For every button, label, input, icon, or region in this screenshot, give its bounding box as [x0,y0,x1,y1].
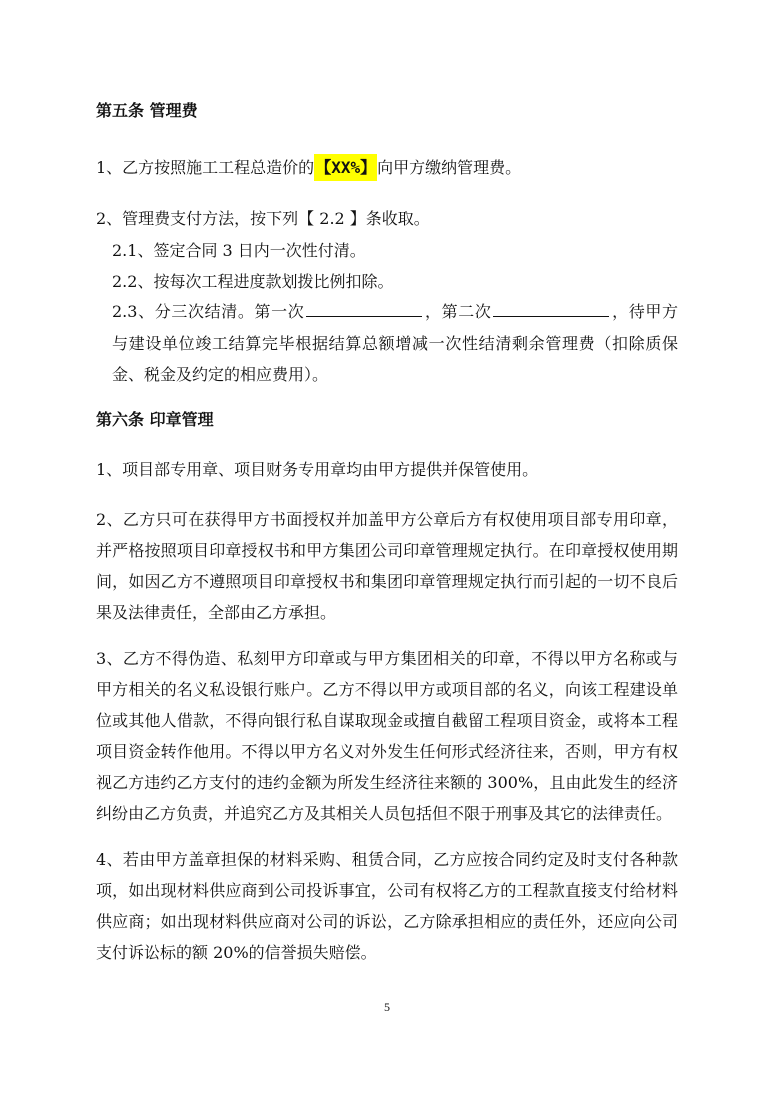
subclause-2-3-part1: 2.3、分三次结清。第一次 [112,302,305,321]
article-6-clause-3: 3、乙方不得伪造、私刻甲方印章或与甲方集团相关的印章，不得以甲方名称或与甲方相关的名义私设银行账户。乙方不得以甲方或项目部的名义，向该工程建设单位或其他人借款，不得向银行私自谋取现金或擅自截留工程项目资金，或将本工程项目资金转作他用。不得以甲方名义对外发生任何形式经济往来，否则，甲方有权视乙方违约乙方支付的违约金额为所发生经济往来额的 300%，且由此发生的经济纠纷由乙方负责，并追究乙方及其相关人员包括但不限于刑事及其它的法律责任。 [96,649,678,823]
article-6-clause-4: 4、若由甲方盖章担保的材料采购、租赁合同，乙方应按合同约定及时支付各种款项，如出现材料供应商到公司投诉事宜，公司有权将乙方的工程款直接支付给材料供应商；如出现材料供应商对公司的诉讼，乙方除承担相应的责任外，还应向公司支付诉讼标的额 20%的信誉损失赔偿。 [96,850,678,962]
article-6-clause-1: 1、项目部专用章、项目财务专用章均由甲方提供并保管使用。 [96,460,539,479]
article-5-clause-2: 2、管理费支付方法，按下列【 2.2 】条收取。 [96,209,430,228]
clause-1-text-after: 向甲方缴纳管理费。 [377,158,522,177]
article-6-clause-2: 2、乙方只可在获得甲方书面授权并加盖甲方公章后方有权使用项目部专用印章，并严格按照项目印章授权书和甲方集团公司印章管理规定执行。在印章授权使用期间，如因乙方不遵照项目印章授权书和集团印章管理规定执行而引起的一切不良后果及法律责任，全部由乙方承担。 [96,510,678,622]
page-number: 5 [384,1000,390,1014]
article-5-subclause-2-1: 2.1、签定合同 3 日内一次性付清。 [112,241,366,260]
article-6-heading: 第六条 印章管理 [96,410,214,429]
subclause-2-3-part2: ，第二次 [424,302,492,321]
article-5-subclause-2-2: 2.2、按每次工程进度款划拨比例扣除。 [112,272,394,291]
subclause-2-3-part3: ，待甲方与建设单位竣工结算完毕根据结算总额增减一次性结清剩余管理费（扣除质保金、税金及约定的相应费用）。 [112,302,678,384]
second-installment-blank [493,300,609,317]
first-installment-blank [306,300,422,317]
article-5-heading: 第五条 管理费 [96,101,198,120]
management-fee-rate-highlight: 【XX%】 [314,154,377,181]
article-5-subclause-2-3 [112,296,678,391]
clause-1-text-before: 1、乙方按照施工工程总造价的 [96,158,315,177]
article-5-clause-1 [96,153,678,183]
